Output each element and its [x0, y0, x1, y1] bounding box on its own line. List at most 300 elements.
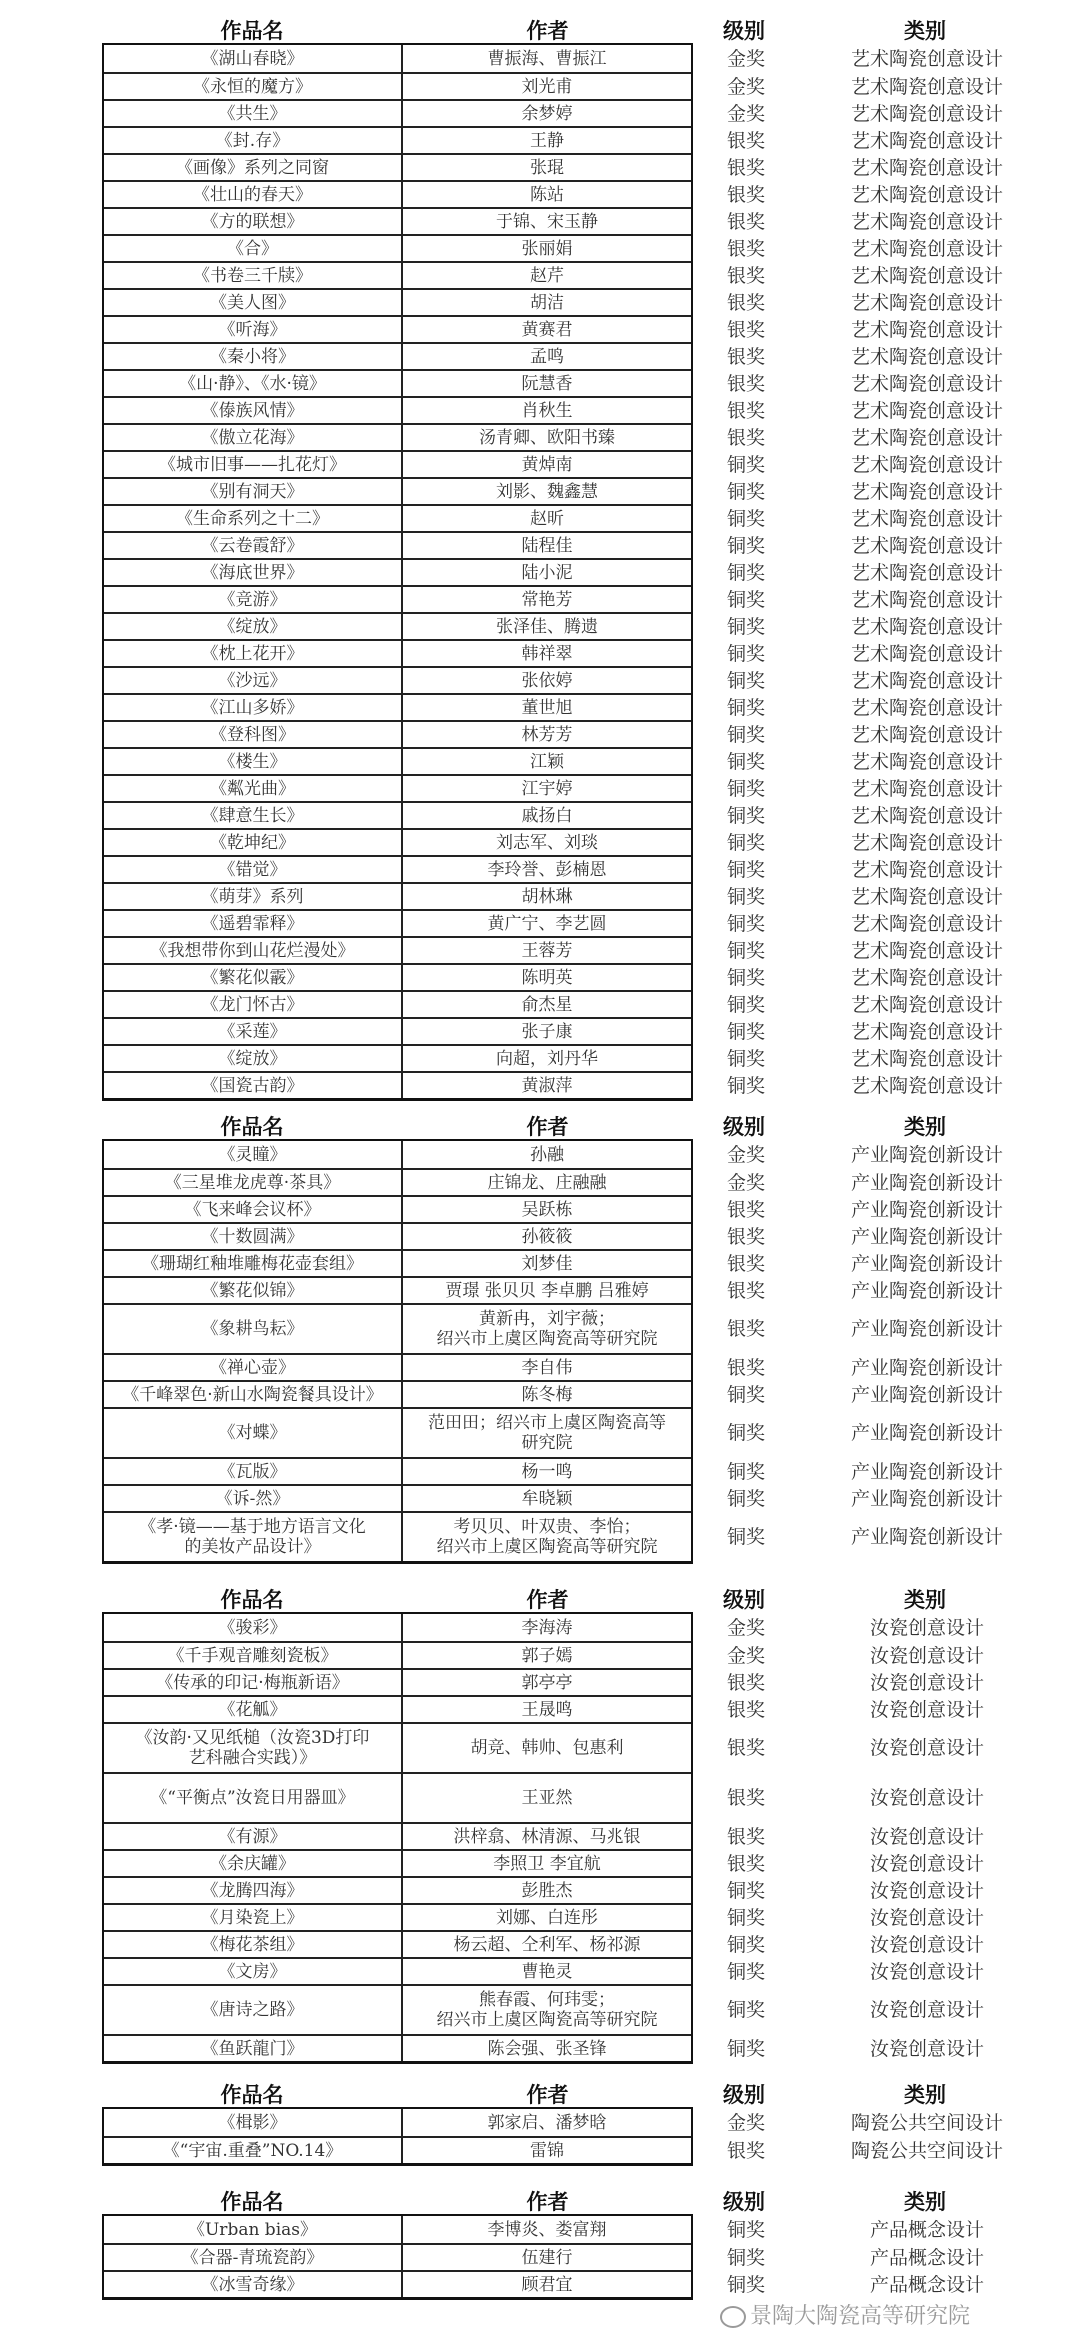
author-name: 曹艳灵	[521, 1961, 573, 1982]
award-category: 产业陶瓷创新设计	[850, 1487, 1003, 1510]
work-title: 《Urban bias》	[104, 2216, 403, 2243]
author-name: 王晟鸣	[521, 1699, 573, 1720]
table-row	[104, 1168, 1003, 1195]
author-name: 董世旭	[521, 697, 573, 718]
award-level: 银奖	[726, 291, 765, 314]
work-title: 《“宇宙.重叠”NO.14》	[104, 2138, 403, 2163]
author-name: 贾璟 张贝贝 李卓鹏 吕雅婷	[445, 1280, 649, 1301]
work-title: 《合器-青琉瓷韵》	[104, 2245, 403, 2270]
author-name: 陈明英	[521, 967, 573, 988]
author-name: 赵昕	[530, 508, 564, 529]
table-row	[104, 2216, 984, 2243]
award-level: 铜奖	[726, 2246, 765, 2269]
author-name: 黄赛君	[521, 319, 573, 340]
column-header-title: 作品名	[220, 2083, 284, 2107]
table-row	[104, 855, 1003, 882]
table-row	[104, 2034, 984, 2061]
work-title: 《秦小将》	[104, 344, 403, 369]
work-title: 《骏彩》	[104, 1614, 403, 1641]
award-level: 铜奖	[726, 885, 765, 908]
table-row	[104, 72, 1003, 99]
award-category: 艺术陶瓷创意设计	[850, 534, 1003, 557]
work-title: 《瓦版》	[104, 1459, 403, 1484]
award-category: 艺术陶瓷创意设计	[850, 1047, 1003, 1070]
award-level: 铜奖	[726, 777, 765, 800]
award-level: 铜奖	[726, 723, 765, 746]
work-title: 《余庆罐》	[104, 1851, 403, 1876]
award-level: 铜奖	[726, 939, 765, 962]
work-title: 《禅心壶》	[104, 1355, 403, 1380]
award-category: 产业陶瓷创新设计	[850, 1318, 1003, 1340]
table-row	[104, 99, 1003, 126]
column-header-author: 作者	[526, 1588, 569, 1612]
table-row	[104, 558, 1003, 585]
author-name: 吴跃栋	[521, 1199, 573, 1220]
award-level: 金奖	[726, 1143, 765, 1166]
work-title: 《繁花似锦》	[104, 1278, 403, 1303]
author-name: 杨云超、仝利军、杨祁源	[453, 1934, 641, 1955]
table-row	[104, 1071, 1003, 1098]
award-level: 金奖	[726, 102, 765, 125]
award-category: 产业陶瓷创新设计	[850, 1279, 1003, 1302]
work-title: 《月染瓷上》	[104, 1905, 403, 1930]
author-name: 孙筱筱	[521, 1226, 573, 1247]
author-name: 张泽佳、腾遗	[496, 616, 598, 637]
work-title: 《沙远》	[104, 668, 403, 693]
award-category: 艺术陶瓷创意设计	[850, 345, 1003, 368]
table-row	[104, 774, 1003, 801]
table-row	[104, 153, 1003, 180]
award-level: 铜奖	[726, 993, 765, 1016]
award-category: 艺术陶瓷创意设计	[850, 183, 1003, 206]
wechat-icon	[720, 2306, 746, 2328]
author-name: 常艳芳	[521, 589, 573, 610]
award-category: 产业陶瓷创新设计	[850, 1143, 1003, 1166]
column-header-title: 作品名	[220, 1115, 284, 1139]
award-category: 艺术陶瓷创意设计	[850, 426, 1003, 449]
award-category: 汝瓷创意设计	[869, 1671, 984, 1694]
author-name: 林芳芳	[521, 724, 573, 745]
award-category: 艺术陶瓷创意设计	[850, 831, 1003, 854]
author-name: 刘娜、白连彤	[496, 1907, 598, 1928]
work-title: 《传承的印记·梅瓶新语》	[104, 1670, 403, 1695]
work-title: 《山·静》、《水·镜》	[104, 371, 403, 396]
award-category: 艺术陶瓷创意设计	[850, 453, 1003, 476]
award-category: 产业陶瓷创新设计	[850, 1460, 1003, 1483]
award-category: 艺术陶瓷创意设计	[850, 372, 1003, 395]
award-table	[102, 1139, 1003, 1564]
award-level: 铜奖	[726, 1074, 765, 1097]
award-category: 艺术陶瓷创意设计	[850, 1074, 1003, 1097]
award-level: 铜奖	[726, 966, 765, 989]
table-row	[104, 342, 1003, 369]
award-table	[102, 2107, 1003, 2166]
award-level: 铜奖	[726, 1933, 765, 1956]
work-title: 《三星堆龙虎尊·茶具》	[104, 1170, 403, 1195]
table-row	[104, 1380, 1003, 1407]
award-category: 艺术陶瓷创意设计	[850, 1020, 1003, 1043]
column-header-category: 类别	[904, 1115, 946, 1139]
work-title: 《孝·镜——基于地方语言文化 的美妆产品设计》	[104, 1513, 403, 1561]
author-name: 陆小泥	[521, 562, 573, 583]
table-row	[104, 882, 1003, 909]
author-name: 刘光甫	[521, 76, 573, 97]
award-category: 汝瓷创意设计	[869, 1787, 984, 1809]
award-category: 产业陶瓷创新设计	[850, 1171, 1003, 1194]
award-table	[102, 1612, 984, 2064]
award-level: 银奖	[726, 1671, 765, 1694]
author-name: 胡林琳	[521, 886, 573, 907]
column-header-author: 作者	[526, 19, 569, 43]
work-title: 《江山多娇》	[104, 695, 403, 720]
work-title: 《合》	[104, 236, 403, 261]
work-title: 《灵瞳》	[104, 1141, 403, 1168]
table-row	[104, 1276, 1003, 1303]
author-name: 考贝贝、叶双贵、李怡； 绍兴市上虞区陶瓷高等研究院	[436, 1517, 658, 1557]
award-category: 汝瓷创意设计	[869, 1852, 984, 1875]
column-header-title: 作品名	[220, 2190, 284, 2214]
column-header-level: 级别	[723, 19, 765, 43]
award-level: 铜奖	[726, 1999, 765, 2021]
author-name: 黄淑萍	[521, 1075, 573, 1096]
award-level: 铜奖	[726, 1526, 765, 1548]
column-header-category: 类别	[904, 2190, 946, 2214]
work-title: 《诉-然》	[104, 1486, 403, 1511]
author-name: 陈站	[530, 184, 564, 205]
award-category: 产业陶瓷创新设计	[850, 1383, 1003, 1406]
award-category: 汝瓷创意设计	[869, 1698, 984, 1721]
work-title: 《文房》	[104, 1959, 403, 1984]
work-title: 《生命系列之十二》	[104, 506, 403, 531]
award-level: 银奖	[726, 372, 765, 395]
award-level: 银奖	[726, 156, 765, 179]
table-row	[104, 1984, 984, 2034]
table-row	[104, 693, 1003, 720]
award-category: 汝瓷创意设计	[869, 1616, 984, 1639]
table-row	[104, 720, 1003, 747]
author-name: 李海涛	[521, 1617, 573, 1638]
award-level: 银奖	[726, 210, 765, 233]
award-level: 铜奖	[726, 1020, 765, 1043]
award-category: 艺术陶瓷创意设计	[850, 993, 1003, 1016]
work-title: 《绽放》	[104, 1046, 403, 1071]
award-level: 银奖	[726, 1198, 765, 1221]
work-title: 《永恒的魔方》	[104, 74, 403, 99]
table-row	[104, 1222, 1003, 1249]
table-row	[104, 1722, 984, 1772]
award-level: 铜奖	[726, 507, 765, 530]
author-name: 俞杰星	[521, 994, 573, 1015]
table-row	[104, 666, 1003, 693]
award-category: 艺术陶瓷创意设计	[850, 480, 1003, 503]
author-name: 韩祥翠	[521, 643, 573, 664]
award-level: 铜奖	[726, 858, 765, 881]
table-row	[104, 504, 1003, 531]
award-category: 产品概念设计	[869, 2246, 984, 2269]
award-level: 银奖	[726, 183, 765, 206]
work-title: 《花觚》	[104, 1697, 403, 1722]
work-title: 《错觉》	[104, 857, 403, 882]
award-category: 艺术陶瓷创意设计	[850, 102, 1003, 125]
award-category: 汝瓷创意设计	[869, 2037, 984, 2060]
award-category: 产业陶瓷创新设计	[850, 1252, 1003, 1275]
author-name: 王亚然	[521, 1788, 573, 1808]
work-title: 《我想带你到山花烂漫处》	[104, 938, 403, 963]
work-title: 《梅花茶组》	[104, 1932, 403, 1957]
work-title: 《珊瑚红釉堆雕梅花壶套组》	[104, 1251, 403, 1276]
watermark: 景陶大陶瓷高等研究院	[720, 2304, 970, 2330]
column-header-category: 类别	[904, 1588, 946, 1612]
award-category: 艺术陶瓷创意设计	[850, 858, 1003, 881]
award-category: 艺术陶瓷创意设计	[850, 696, 1003, 719]
award-level: 金奖	[726, 2111, 765, 2134]
author-name: 杨一鸣	[521, 1461, 573, 1482]
table-row	[104, 234, 1003, 261]
work-title: 《海底世界》	[104, 560, 403, 585]
table-row	[104, 1249, 1003, 1276]
work-title: 《龙腾四海》	[104, 1878, 403, 1903]
work-title: 《十数圆满》	[104, 1224, 403, 1249]
award-level: 铜奖	[726, 588, 765, 611]
award-level: 银奖	[726, 345, 765, 368]
award-category: 艺术陶瓷创意设计	[850, 615, 1003, 638]
award-level: 铜奖	[726, 1383, 765, 1406]
author-name: 黄广宁、李艺圆	[487, 913, 607, 934]
award-category: 陶瓷公共空间设计	[850, 2139, 1003, 2162]
work-title: 《萌芽》系列	[104, 884, 403, 909]
work-title: 《壮山的春天》	[104, 182, 403, 207]
table-row	[104, 261, 1003, 288]
award-level: 铜奖	[726, 669, 765, 692]
award-category: 艺术陶瓷创意设计	[850, 777, 1003, 800]
award-category: 艺术陶瓷创意设计	[850, 669, 1003, 692]
work-title: 《遥碧霏释》	[104, 911, 403, 936]
work-title: 《枕上花开》	[104, 641, 403, 666]
award-table	[102, 43, 1003, 1101]
author-name: 胡洁	[530, 292, 564, 313]
award-level: 金奖	[726, 1644, 765, 1667]
award-category: 汝瓷创意设计	[869, 1825, 984, 1848]
award-category: 汝瓷创意设计	[869, 1933, 984, 1956]
table-row	[104, 1641, 984, 1668]
author-name: 胡竞、韩帅、包惠利	[470, 1738, 624, 1758]
work-title: 《湖山春晓》	[104, 45, 403, 72]
author-name: 张琨	[530, 157, 564, 178]
award-level: 银奖	[726, 1825, 765, 1848]
author-name: 郭家启、潘梦晗	[487, 2112, 607, 2133]
author-name: 张依婷	[521, 670, 573, 691]
award-level: 银奖	[726, 399, 765, 422]
table-row	[104, 315, 1003, 342]
author-name: 陈会强、张圣锋	[487, 2038, 607, 2059]
award-level: 铜奖	[726, 642, 765, 665]
award-category: 艺术陶瓷创意设计	[850, 723, 1003, 746]
column-header-level: 级别	[723, 1115, 765, 1139]
work-title: 《绽放》	[104, 614, 403, 639]
column-header-author: 作者	[526, 2083, 569, 2107]
author-name: 肖秋生	[521, 400, 573, 421]
award-level: 银奖	[726, 1318, 765, 1340]
work-title: 《国瓷古韵》	[104, 1073, 403, 1098]
work-title: 《竞游》	[104, 587, 403, 612]
author-name: 王静	[530, 130, 564, 151]
table-row	[104, 1772, 984, 1822]
table-row	[104, 1695, 984, 1722]
table-row	[104, 1957, 984, 1984]
author-name: 张子康	[521, 1021, 573, 1042]
table-row	[104, 1903, 984, 1930]
column-header-author: 作者	[526, 2190, 569, 2214]
column-header-category: 类别	[904, 2083, 946, 2107]
award-level: 金奖	[726, 47, 765, 70]
table-row	[104, 2270, 984, 2297]
award-category: 艺术陶瓷创意设计	[850, 750, 1003, 773]
work-title: 《乾坤纪》	[104, 830, 403, 855]
award-level: 金奖	[726, 75, 765, 98]
award-category: 艺术陶瓷创意设计	[850, 939, 1003, 962]
author-name: 孟鸣	[530, 346, 564, 367]
table-row	[104, 531, 1003, 558]
author-name: 顾君宜	[521, 2274, 573, 2295]
author-name: 范田田；绍兴市上虞区陶瓷高等 研究院	[428, 1413, 666, 1453]
work-title: 《千峰翠色·新山水陶瓷餐具设计》	[104, 1382, 403, 1407]
author-name: 江颖	[530, 751, 564, 772]
author-name: 刘梦佳	[521, 1253, 573, 1274]
author-name: 戚扬白	[521, 805, 573, 826]
award-category: 陶瓷公共空间设计	[850, 2111, 1003, 2134]
award-category: 艺术陶瓷创意设计	[850, 156, 1003, 179]
award-level: 铜奖	[726, 2037, 765, 2060]
table-row	[104, 639, 1003, 666]
author-name: 孙融	[530, 1144, 564, 1165]
award-category: 艺术陶瓷创意设计	[850, 885, 1003, 908]
column-header-level: 级别	[723, 2190, 765, 2214]
table-row	[104, 207, 1003, 234]
work-title: 《对蝶》	[104, 1409, 403, 1457]
table-row	[104, 801, 1003, 828]
table-row	[104, 936, 1003, 963]
award-level: 银奖	[726, 1737, 765, 1759]
award-category: 产品概念设计	[869, 2273, 984, 2296]
work-title: 《唐诗之路》	[104, 1986, 403, 2034]
author-name: 郭亭亭	[521, 1672, 573, 1693]
work-title: 《画像》系列之同窗	[104, 155, 403, 180]
table-row	[104, 747, 1003, 774]
table-row	[104, 990, 1003, 1017]
award-level: 银奖	[726, 1852, 765, 1875]
table-row	[104, 288, 1003, 315]
author-name: 陆程佳	[521, 535, 573, 556]
work-title: 《听海》	[104, 317, 403, 342]
award-level: 铜奖	[726, 1960, 765, 1983]
table-row	[104, 450, 1003, 477]
work-title: 《书卷三千牍》	[104, 263, 403, 288]
author-name: 黄新冉，刘宇薇； 绍兴市上虞区陶瓷高等研究院	[436, 1309, 658, 1349]
award-table	[102, 2214, 984, 2300]
author-name: 汤青卿、欧阳书臻	[479, 427, 615, 448]
author-name: 赵芹	[530, 265, 564, 286]
award-category: 汝瓷创意设计	[869, 1737, 984, 1759]
award-category: 艺术陶瓷创意设计	[850, 966, 1003, 989]
table-row	[104, 477, 1003, 504]
work-title: 《“平衡点”汝瓷日用器皿》	[104, 1774, 403, 1822]
award-level: 铜奖	[726, 534, 765, 557]
work-title: 《千手观音雕刻瓷板》	[104, 1643, 403, 1668]
table-row	[104, 585, 1003, 612]
table-row	[104, 423, 1003, 450]
award-category: 艺术陶瓷创意设计	[850, 291, 1003, 314]
work-title: 《龙门怀古》	[104, 992, 403, 1017]
award-category: 艺术陶瓷创意设计	[850, 264, 1003, 287]
work-title: 《傣族风情》	[104, 398, 403, 423]
table-row	[104, 1195, 1003, 1222]
award-level: 铜奖	[726, 1047, 765, 1070]
award-category: 产业陶瓷创新设计	[850, 1356, 1003, 1379]
table-row	[104, 1511, 1003, 1561]
column-header-title: 作品名	[220, 19, 284, 43]
author-name: 庄锦龙、庄融融	[487, 1172, 607, 1193]
work-title: 《登科图》	[104, 722, 403, 747]
award-category: 产业陶瓷创新设计	[850, 1526, 1003, 1548]
award-category: 艺术陶瓷创意设计	[850, 588, 1003, 611]
author-name: 王蓉芳	[521, 940, 573, 961]
award-level: 铜奖	[726, 2218, 765, 2241]
award-category: 艺术陶瓷创意设计	[850, 642, 1003, 665]
author-name: 李博炎、娄富翔	[487, 2219, 607, 2240]
column-header-author: 作者	[526, 1115, 569, 1139]
author-name: 江宇婷	[521, 778, 573, 799]
author-name: 彭胜杰	[521, 1880, 573, 1901]
award-level: 铜奖	[726, 831, 765, 854]
award-category: 艺术陶瓷创意设计	[850, 318, 1003, 341]
table-row	[104, 2136, 1003, 2163]
author-name: 李自伟	[521, 1357, 573, 1378]
author-name: 伍建行	[521, 2247, 573, 2268]
award-level: 铜奖	[726, 1487, 765, 1510]
table-row	[104, 1141, 1003, 1168]
table-row	[104, 1407, 1003, 1457]
work-title: 《冰雪奇缘》	[104, 2272, 403, 2297]
author-name: 雷锦	[530, 2140, 564, 2161]
award-level: 铜奖	[726, 1906, 765, 1929]
award-level: 银奖	[726, 1698, 765, 1721]
author-name: 李照卫 李宜航	[493, 1853, 601, 1874]
award-category: 汝瓷创意设计	[869, 1879, 984, 1902]
author-name: 阮慧香	[521, 373, 573, 394]
author-name: 李玲誉、彭楠恩	[487, 859, 607, 880]
table-row	[104, 2109, 1003, 2136]
work-title: 《有源》	[104, 1824, 403, 1849]
author-name: 刘影、魏鑫慧	[496, 481, 598, 502]
work-title: 《繁花似霰》	[104, 965, 403, 990]
award-level: 银奖	[726, 1356, 765, 1379]
award-level: 银奖	[726, 129, 765, 152]
table-row	[104, 909, 1003, 936]
table-row	[104, 1484, 1003, 1511]
work-title: 《粼光曲》	[104, 776, 403, 801]
award-level: 铜奖	[726, 480, 765, 503]
author-name: 黄焯南	[521, 454, 573, 475]
work-title: 《傲立花海》	[104, 425, 403, 450]
work-title: 《飞来峰会议杯》	[104, 1197, 403, 1222]
award-category: 艺术陶瓷创意设计	[850, 399, 1003, 422]
award-level: 银奖	[726, 1787, 765, 1809]
table-row	[104, 369, 1003, 396]
work-title: 《象耕鸟耘》	[104, 1305, 403, 1353]
author-name: 于锦、宋玉静	[496, 211, 598, 232]
author-name: 曹振海、曹振江	[487, 48, 607, 69]
award-category: 艺术陶瓷创意设计	[850, 507, 1003, 530]
